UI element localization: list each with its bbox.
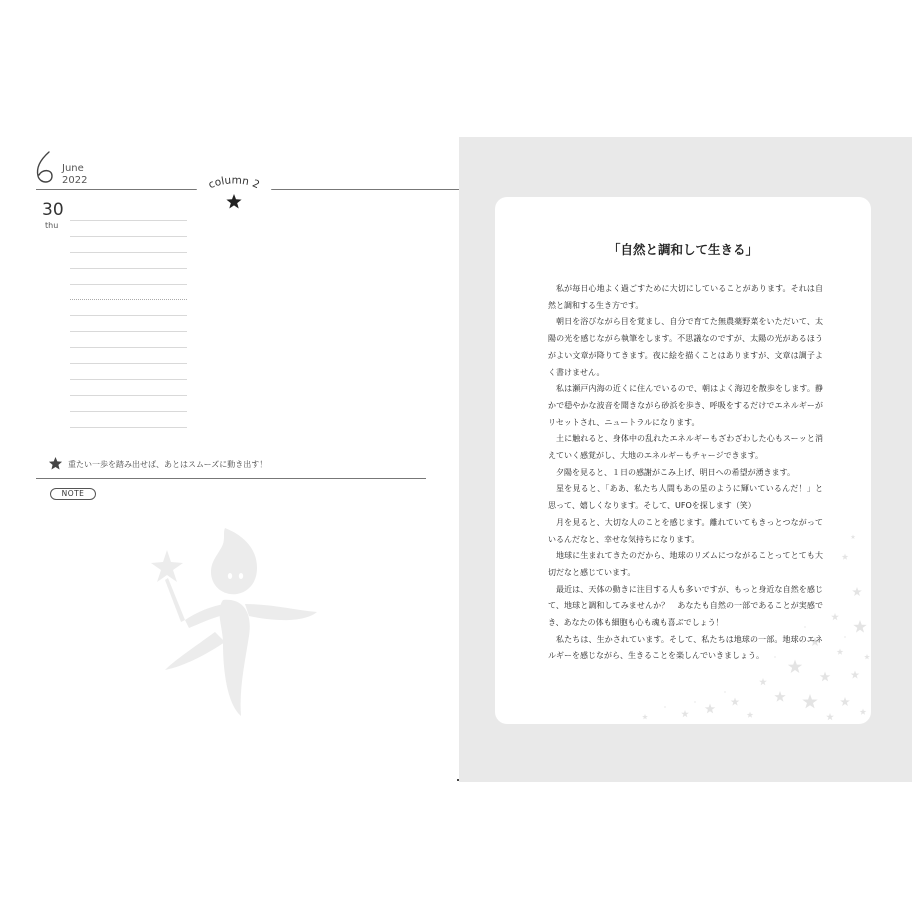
- writing-line: [70, 347, 187, 348]
- right-column-page: [459, 137, 912, 782]
- column-card: [495, 197, 871, 724]
- article-paragraph: 土に触れると、身体中の乱れたエネルギーもざわざわした心もスーッと消えていく感覚がし、大地のエネルギーもチャージできます。: [548, 434, 823, 461]
- year-label: 2022: [62, 175, 88, 186]
- writing-line: [70, 268, 187, 269]
- article-paragraph: 夕陽を見ると、１日の感謝がこみ上げ、明日への希望が湧きます。: [556, 467, 796, 477]
- day-of-week: thu: [45, 221, 59, 230]
- day-number: 30: [42, 200, 64, 220]
- writing-line: [70, 363, 187, 364]
- article-paragraph: 朝日を浴びながら目を覚まし、自分で育てた無農薬野菜をいただいて、太陽の光を感じながら執筆をします。不思議なのですが、太陽の光があるほうがよい文章が降りてきます。夜に絵を描くことはありますが、文章は調子よく書けません。: [548, 317, 823, 377]
- writing-line: [70, 331, 187, 332]
- quote-divider: [36, 478, 426, 479]
- column-article: [548, 281, 823, 665]
- month-heading: [62, 163, 87, 187]
- month-name: June: [62, 163, 84, 174]
- article-paragraph: 私たちは、生かされています。そして、私たちは地球の一部。地球のエネルギーを感じながら、生きることを楽しんでいきましょう。: [548, 634, 823, 661]
- article-paragraph: 最近は、天体の動きに注目する人も多いですが、もっと身近な自然を感じて、地球と調和してみませんか？ あなたも自然の一部であることが実感でき、あなたの体も細胞も心も魂も喜ぶでしょう！: [548, 584, 823, 628]
- writing-line: [70, 315, 187, 316]
- writing-line: [70, 284, 187, 285]
- page-mark: [457, 779, 459, 781]
- article-paragraph: 私が毎日心地よく過ごすために大切にしていることがあります。それは自然と調和する生き方です。: [548, 284, 823, 310]
- fairy-mascot-illustration: [145, 520, 325, 720]
- writing-line: [70, 395, 187, 396]
- article-paragraph: 地球に生まれてきたのだから、地球のリズムにつながることってとても大切だなと感じています。: [548, 551, 823, 577]
- writing-line: [70, 220, 187, 221]
- writing-line: [70, 427, 187, 428]
- writing-line: [70, 252, 187, 253]
- writing-line: [70, 379, 187, 380]
- column-tab: [188, 166, 280, 216]
- daily-quote: 重たい一歩を踏み出せば、あとはスムーズに動き出す！: [68, 460, 268, 469]
- writing-line-dotted: [70, 299, 187, 300]
- article-paragraph: 月を見ると、大切な人のことを感じます。離れていてもきっとつながっているんだなと、幸せな気持ちになります。: [548, 517, 823, 544]
- article-paragraph: 私は瀬戸内海の近くに住んでいるので、朝はよく海辺を散歩をします。静かで穏やかな波音を聞きながら砂浜を歩き、呼吸をするだけでエネルギーがリセットされ、ニュートラルになります。: [548, 384, 823, 427]
- writing-line: [70, 411, 187, 412]
- star-icon: [48, 456, 63, 471]
- month-number-6: [34, 150, 56, 186]
- column-tab-label: column 2: [206, 174, 262, 192]
- writing-line: [70, 236, 187, 237]
- column-title: 「自然と調和して生きる」: [607, 242, 758, 257]
- note-label: NOTE: [50, 488, 96, 500]
- article-paragraph: 星を見ると、「ああ、私たち人間もあの星のように輝いているんだ！」と思って、嬉しくなります。そして、UFOを探します（笑）: [548, 484, 823, 511]
